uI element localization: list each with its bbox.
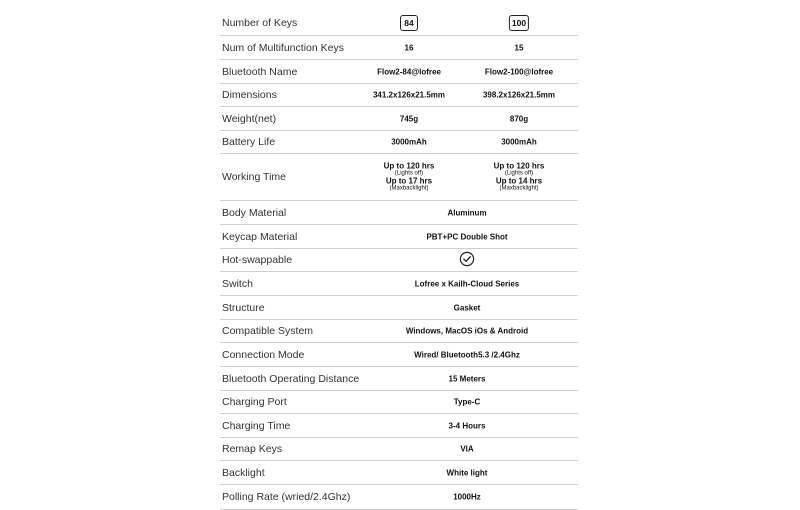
row-backlight [220, 461, 578, 485]
row-label: Compatible System [222, 325, 314, 337]
row-bluetooth-distance [220, 367, 578, 391]
row-charging-time [220, 414, 578, 438]
row-weight [220, 107, 578, 131]
model-100-value: 3000mAh [501, 137, 537, 147]
key-count-badge: 84 [400, 15, 418, 31]
model-84-value: 341.2x126x21.5mm [372, 90, 446, 100]
row-charging-port [220, 391, 578, 414]
row-label: Body Material [222, 206, 287, 219]
row-label: Keycap Material [222, 230, 298, 243]
row-body-material [220, 201, 578, 225]
row-working-time [220, 154, 578, 201]
row-label: Number of Keys [222, 16, 298, 29]
working-time-lights-off: Up to 120 hrs [383, 161, 435, 171]
shared-value: Wired/ Bluetooth5.3 /2.4Ghz [414, 350, 520, 359]
row-label: Bluetooth Operating Distance [222, 372, 360, 385]
key-count-badge: 100 [509, 15, 529, 31]
shared-value: 3-4 Hours [448, 421, 486, 430]
shared-value: 15 Meters [448, 374, 486, 383]
row-connection-mode [220, 343, 578, 367]
shared-value: 1000Hz [453, 492, 481, 502]
row-label: Battery Life [222, 136, 276, 148]
model-84-value: 16 [404, 43, 414, 52]
model-100-value: 870g [509, 114, 529, 123]
working-time-lights-off: Up to 120 hrs [493, 161, 545, 171]
working-time-note: (Maxbacklight) [389, 185, 429, 192]
row-bluetooth-name [220, 60, 578, 84]
row-label: Working Time [222, 171, 286, 183]
row-label: Weight(net) [222, 112, 277, 125]
row-label: Num of Multifunction Keys [222, 41, 344, 54]
model-100-value: 398.2x126x21.5mm [482, 90, 556, 100]
shared-value: White light [446, 468, 488, 477]
row-label: Switch [222, 277, 253, 290]
model-84-value: 745g [399, 114, 419, 123]
model-100-value: Flow2-100@lofree [484, 67, 554, 76]
working-time-max-backlight: Up to 17 hrs [385, 176, 433, 185]
shared-value: VIA [460, 444, 474, 454]
model-100-value: 15 [514, 43, 524, 52]
row-dimensions [220, 84, 578, 107]
row-label: Structure [222, 301, 265, 314]
row-battery-life [220, 131, 578, 154]
row-structure [220, 296, 578, 320]
row-label: Charging Time [222, 419, 291, 432]
row-label: Polling Rate (wried/2.4Ghz) [222, 491, 351, 503]
check-circle-icon [460, 252, 475, 267]
row-polling-rate [220, 485, 578, 510]
model-84-value [384, 162, 435, 191]
row-label: Remap Keys [222, 443, 283, 455]
shared-value: Aluminum [447, 208, 487, 217]
row-number-of-keys [220, 10, 578, 36]
working-time-max-backlight: Up to 14 hrs [495, 176, 543, 185]
model-84-value: Flow2-84@lofree [377, 67, 441, 76]
spec-table [220, 10, 578, 510]
model-84-value [400, 15, 418, 31]
shared-value: Lofree x Kailh-Cloud Series [414, 279, 520, 288]
row-label: Backlight [222, 466, 265, 479]
model-100-value [509, 15, 529, 31]
shared-value: Type-C [453, 397, 481, 407]
row-switch [220, 272, 578, 296]
row-keycap-material [220, 225, 578, 249]
shared-value: Gasket [453, 303, 481, 312]
model-84-value: 3000mAh [391, 137, 427, 147]
row-multifunction-keys [220, 36, 578, 60]
row-hot-swappable [220, 249, 578, 272]
row-label: Dimensions [222, 89, 277, 101]
row-label: Connection Mode [222, 348, 305, 361]
working-time-note: (Maxbacklight) [499, 185, 539, 192]
row-label: Hot-swappable [222, 254, 293, 266]
shared-value: Windows, MacOS iOs & Android [405, 326, 529, 336]
working-time-note: (Lights off) [394, 170, 424, 177]
shared-value [460, 252, 475, 269]
row-compatible-system [220, 320, 578, 343]
row-label: Charging Port [222, 396, 287, 408]
model-100-value [494, 162, 545, 191]
shared-value: PBT+PC Double Shot [426, 232, 508, 241]
working-time-note: (Lights off) [504, 170, 534, 177]
row-remap-keys [220, 438, 578, 461]
row-label: Bluetooth Name [222, 65, 298, 78]
